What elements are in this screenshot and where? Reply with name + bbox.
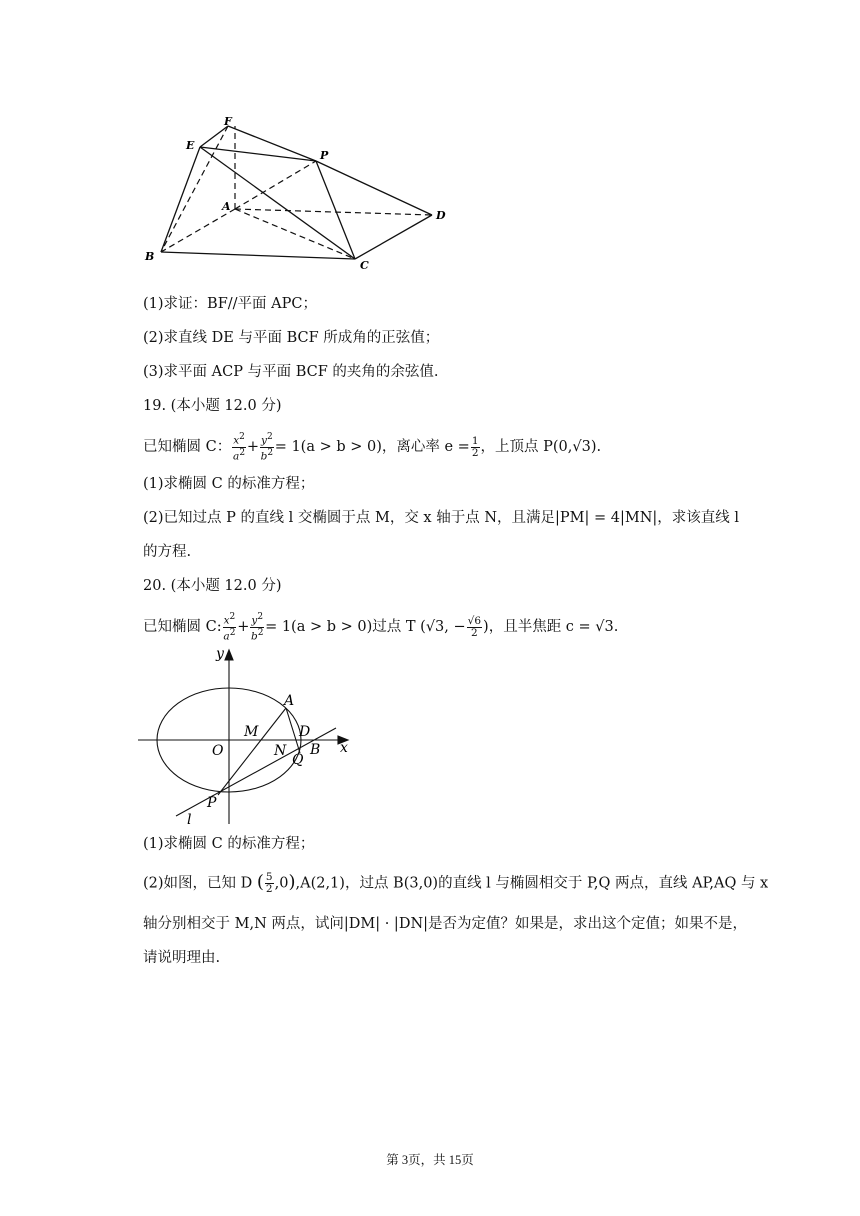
label-x: x: [340, 740, 348, 756]
q20-part2-line2: 轴分别相交于 M,N 两点，试问|DM| · |DN|是否为定值？如果是，求出这个定值；如果不是，: [143, 916, 748, 932]
frac-x2-a2-b: $\frac{x2}{a2}$: [223, 612, 236, 642]
q19-stem-eq: = 1(a > b > 0)，离心率 e =: [274, 439, 470, 455]
q20-stem-suffix: ，且半焦距 c = √3.: [488, 619, 619, 635]
frac-x2-a2: $\frac{x2}{a2}$: [233, 432, 246, 462]
solid-figure: [140, 112, 460, 272]
label-y: y: [216, 646, 224, 662]
frac-y2-b2: $\frac{y2}{b2}$: [260, 432, 274, 462]
label-P: P: [320, 149, 329, 162]
q18-part2: (2)求直线 DE 与平面 BCF 所成角的正弦值；: [143, 330, 440, 346]
label-O: O: [212, 743, 224, 759]
q20-part1: (1)求椭圆 C 的标准方程；: [143, 836, 315, 852]
label-C: C: [360, 259, 369, 272]
q19-header: 19. (本小题 12.0 分): [143, 398, 282, 414]
frac-e: $\frac{1}{2}$: [471, 434, 479, 459]
label-N: N: [274, 743, 287, 759]
q20-stem: 已知椭圆 C: $\frac{x2}{a2}$ + $\frac{y2}{b2}$ = 1(a > b > 0)过点 T (√3, − $\frac{√6}{2}$ )，且半焦距 c = √3.: [143, 612, 619, 642]
q20-point-close: ): [483, 619, 489, 635]
frac-5-2: $\frac{5}{2}$: [265, 871, 273, 895]
q20-part2-a: (2)如图，已知 D: [143, 875, 253, 892]
label-F: F: [224, 115, 232, 128]
label-P: P: [207, 795, 217, 811]
q20-stem-eq: = 1(a > b > 0)过点 T: [265, 619, 416, 635]
ellipse-figure: [138, 646, 368, 826]
label-Q: Q: [292, 752, 304, 768]
label-l: l: [187, 812, 192, 826]
label-A: A: [284, 693, 295, 709]
q20-stem-prefix: 已知椭圆 C:: [143, 619, 222, 635]
label-D: D: [299, 724, 311, 740]
q20-part2-line3: 请说明理由.: [143, 950, 221, 966]
q19-part2-line1: (2)已知过点 P 的直线 l 交椭圆于点 M，交 x 轴于点 N，且满足|PM| = 4|MN|，求该直线 l: [143, 510, 740, 526]
label-B: B: [310, 742, 321, 758]
q18-part3: (3)求平面 ACP 与平面 BCF 的夹角的余弦值.: [143, 364, 439, 380]
q20-header: 20. (本小题 12.0 分): [143, 578, 282, 594]
frac-sqrt6-2: $\frac{√6}{2}$: [467, 614, 482, 639]
label-D: D: [436, 209, 446, 222]
q20-part2-line1: (2)如图，已知 D ( $\frac{5}{2}$ ,0),A(2,1)，过点 B(3,0)的直线 l 与椭圆相交于 P,Q 两点，直线 AP,AQ 与 x: [143, 871, 769, 895]
label-B: B: [145, 250, 155, 263]
page-footer: 第 3页，共 15页: [386, 1153, 474, 1167]
q19-stem-prefix: 已知椭圆 C：: [143, 439, 232, 455]
q19-part1: (1)求椭圆 C 的标准方程；: [143, 476, 315, 492]
q18-part1: (1)求证：BF//平面 APC；: [143, 296, 317, 312]
label-M: M: [244, 724, 259, 740]
label-A: A: [222, 200, 231, 213]
q19-stem: 已知椭圆 C： $\frac{x2}{a2}$ + $\frac{y2}{b2}$ = 1(a > b > 0)，离心率 e = $\frac{1}{2}$ ，上顶点 P(0,√3).: [143, 432, 602, 462]
frac-y2-b2-b: $\frac{y2}{b2}$: [251, 612, 264, 642]
q20-part2-b: ,A(2,1)，过点 B(3,0)的直线 l 与椭圆相交于 P,Q 两点，直线 AP,AQ 与 x: [295, 875, 769, 892]
label-E: E: [186, 139, 195, 152]
q20-point-open: (√3, −: [420, 619, 466, 635]
q19-part2-line2: 的方程.: [143, 544, 192, 560]
q19-stem-suffix: ，上顶点 P(0,√3).: [480, 439, 602, 455]
